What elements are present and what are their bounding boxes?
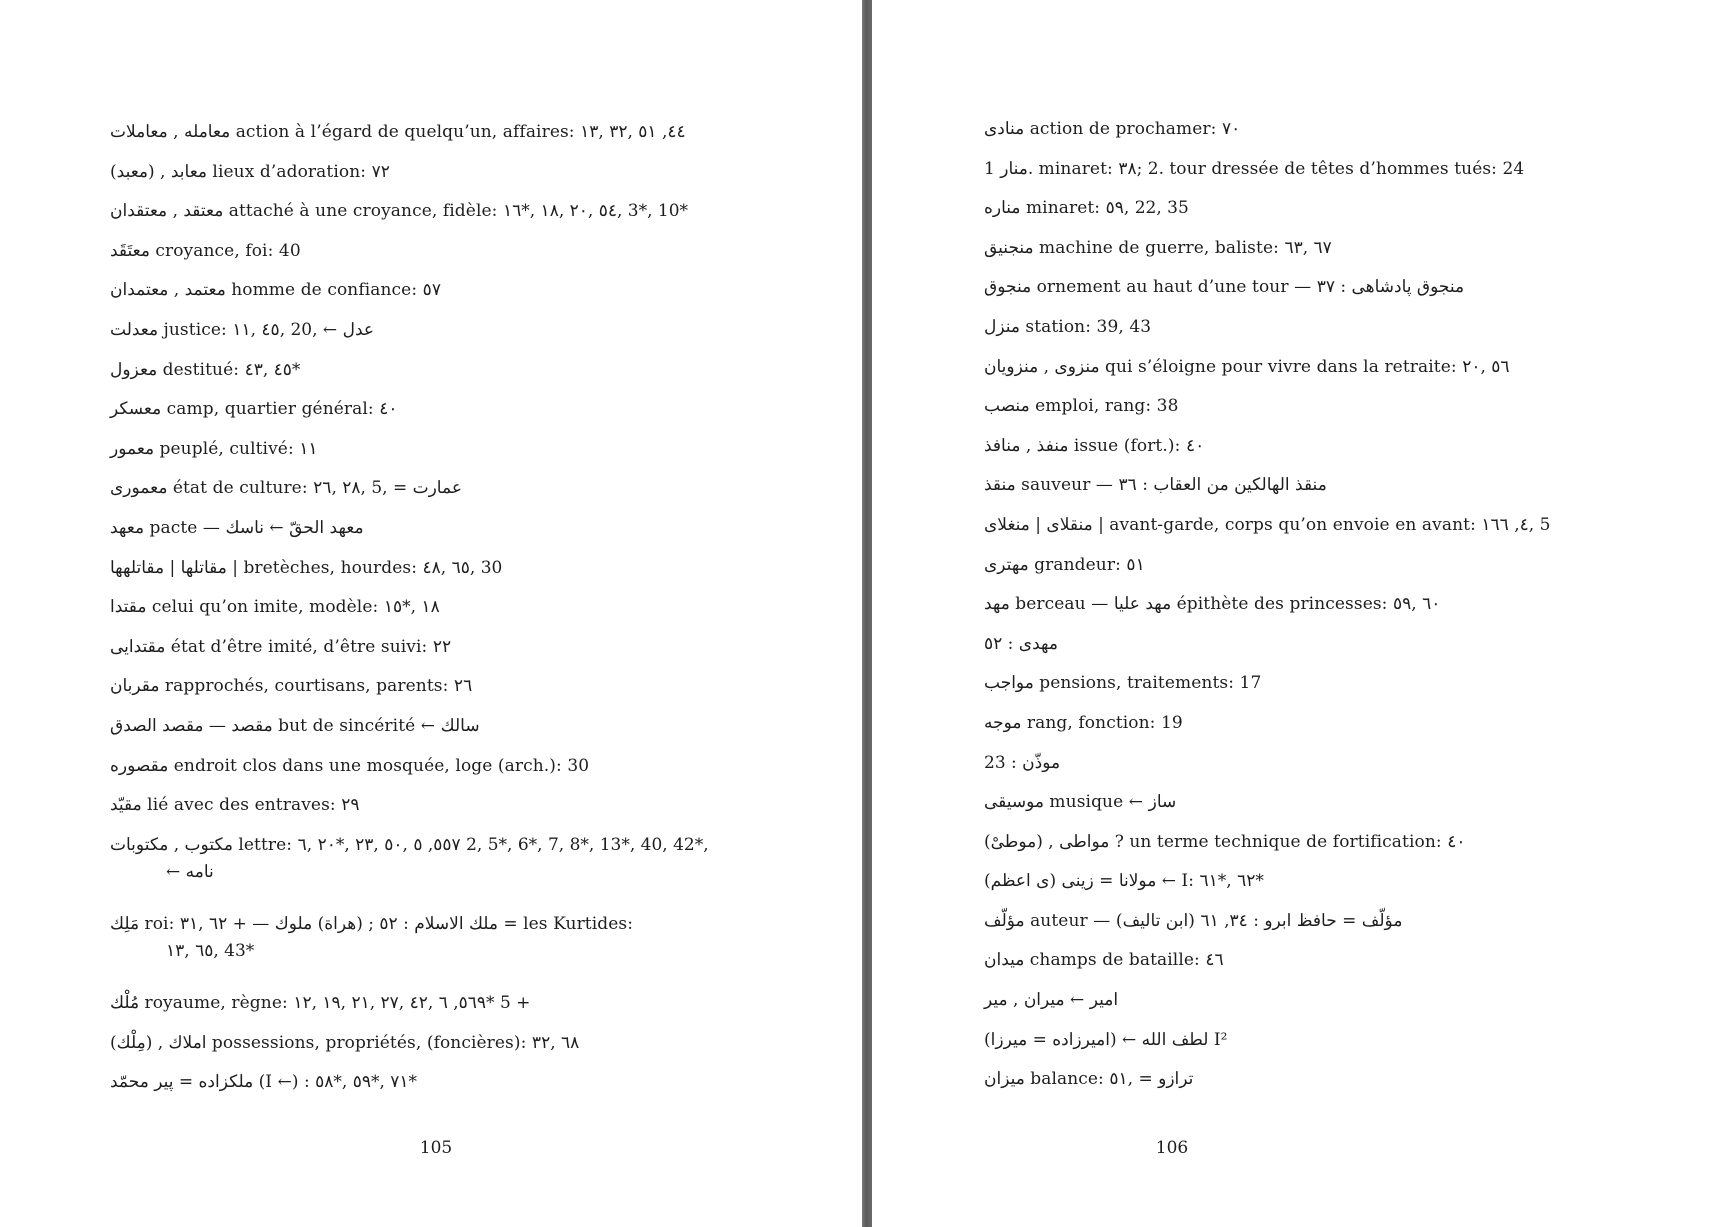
index-entry: مقيّد lié avec des entraves: ۲۹: [110, 795, 360, 816]
index-entry: معتَقَد croyance, foi: 40: [110, 240, 301, 261]
index-entry: منزل station: 39, 43: [984, 316, 1152, 337]
index-entry: موذّن : 23: [984, 752, 1061, 773]
index-entry: معسکر camp, quartier général: ٤۰: [110, 399, 398, 420]
index-entry: مؤلّف auteur — (ابن تالیف) مؤلّف = حافظ ابرو : ۳٤, ٦۱: [984, 910, 1403, 931]
index-entry: [110, 912, 802, 991]
index-entry: مقصد — مقصد الصدق but de sincérité ← سالك: [110, 715, 480, 736]
index-entry: (معبد) , معابد lieux d’adoration: ۷۲: [110, 161, 390, 182]
index-entry: منقذ sauveur — منقذ الهالکین من العقاب : ۳٦: [984, 475, 1327, 496]
index-entry: معتقد , معتقدان attaché à une croyance, fidèle: ۱٦*, ۱۸, ۲۰, ٥٤, 3*, 10*: [110, 201, 689, 222]
index-entry: مقتدا celui qu’on imite, modèle: ۱٥*, ۱۸: [110, 597, 440, 618]
index-entry: مواجب pensions, traitements: 17: [984, 673, 1262, 694]
index-entry: معزول destitué: ٤۳, ٤٥*: [110, 359, 301, 380]
index-entry: مقتدایی état d’être imité, d’être suivi: ۲۲: [110, 636, 452, 657]
entry-line: مکتوب , مکتوبات lettre: ٦, ۲۰*, ۲۳, ٥۰, ٥٥, ٥۷ 2, 5*, 6*, 7, 8*, 13*, 40, 42*,: [110, 834, 709, 855]
index-entry: (موطیْ) , مواطی ? un terme technique de fortification: ٤۰: [984, 831, 1466, 852]
index-entry: معدلت justice: ۱۱, ٤٥, 20, ← عدل: [110, 319, 375, 340]
index-entry: معامله , معاملات action à l’égard de quelqu’un, affaires: ۱۳, ۳۲, ٤٤, ٥١: [110, 122, 686, 142]
page-number: 106: [1155, 1138, 1189, 1158]
index-entry: موسیقی musique ← ساز: [984, 792, 1177, 813]
left-page-entries: [0, 120, 862, 1110]
index-entry: مقاتلها | مقاتلهها | bretèches, hourdes: ٤۸, ٦٥, 30: [110, 557, 503, 578]
index-entry: منجوق ornement au haut d’une tour — منجوق پادشاهی : ۳۷: [984, 277, 1465, 298]
index-entry: معهد pacte — معهد الحقّ ← ناسك: [110, 517, 364, 538]
index-entry: مهتری grandeur: ٥۱: [984, 554, 1145, 575]
page-number: 105: [419, 1138, 453, 1158]
left-page: [0, 0, 862, 1227]
index-entry: مناره minaret: ٥۹, 22, 35: [984, 198, 1189, 219]
index-entry: معمور peuplé, cultivé: ۱۱: [110, 438, 318, 459]
index-entry: منزوی , منزویان qui s’éloigne pour vivre dans la retraite: ۲۰, ٥٦: [984, 356, 1510, 377]
index-entry: منفذ , منافذ issue (fort.): ٤۰: [984, 435, 1205, 456]
index-entry: مقصوره endroit clos dans une mosquée, loge (arch.): 30: [110, 755, 590, 776]
index-entry: امیر ← میران , میر: [984, 990, 1119, 1011]
index-entry: میدان champs de bataille: ٤٦: [984, 950, 1224, 971]
index-entry: منصب emploi, rang: 38: [984, 396, 1179, 417]
index-entry: [110, 833, 802, 912]
index-entry: مُلْك royaume, règne: ۱۲, ۱۹, ۲۱, ۲۷, ٤۲, ٥٦, ٦۹* 5 +: [110, 993, 531, 1014]
index-entry: (ی اعظم) مولانا = زینی ← I: ٦۱*, ٦۲*: [984, 871, 1264, 892]
index-entry: منقلای | منغلای | avant-garde, corps qu’on envoie en avant: ۱٤, ٦٦, 5: [984, 514, 1551, 535]
book-gutter: [862, 0, 872, 1227]
index-entry: منجنیق machine de guerre, baliste: ٦۳, ٦۷: [984, 237, 1332, 258]
index-entry: منادی action de prochamer: ۷۰: [984, 119, 1241, 139]
index-entry: موجه rang, fonction: 19: [984, 712, 1183, 733]
entry-continuation: ← نامه: [166, 861, 214, 882]
index-entry: میزان balance: ٥۱, = ترازو: [984, 1069, 1194, 1090]
index-entry: مقربان rapprochés, courtisans, parents: ۲٦: [110, 676, 473, 697]
index-entry: معموری état de culture: ۲٦, ۲۸, 5, = عمارت: [110, 478, 462, 499]
entry-line: مَلِك roi: ۳۱, ٦۲ + — ملك الاسلام : ٥۲ ; (هراة) ملوك = les Kurtides:: [110, 913, 634, 934]
index-entry: معتمد , معتمدان homme de confiance: ٥۷: [110, 280, 441, 301]
index-entry: (مِلْك) , املاك possessions, propriétés, (foncières): ۳۲, ٦۸: [110, 1032, 580, 1053]
right-page: [872, 0, 1726, 1227]
entry-continuation: ۱۳, ٦٥, 43*: [166, 940, 255, 961]
index-entry: ملكزاده = پیر محمّد (I ←) : ٥۸*, ٥۹*, ۷۱*: [110, 1072, 418, 1093]
index-entry: مهد berceau — مهد علیا épithète des princesses: ٥۹, ٦۰: [984, 594, 1441, 615]
index-entry: منار 1. minaret: ۳۸; 2. tour dressée de têtes d’hommes tués: 24: [984, 158, 1525, 179]
right-page-entries: [872, 117, 1726, 1107]
index-entry: لطف الله ← (امیرزاده = میرزا) I²: [984, 1029, 1228, 1050]
index-entry: مهدی : ٥۲: [984, 633, 1058, 654]
